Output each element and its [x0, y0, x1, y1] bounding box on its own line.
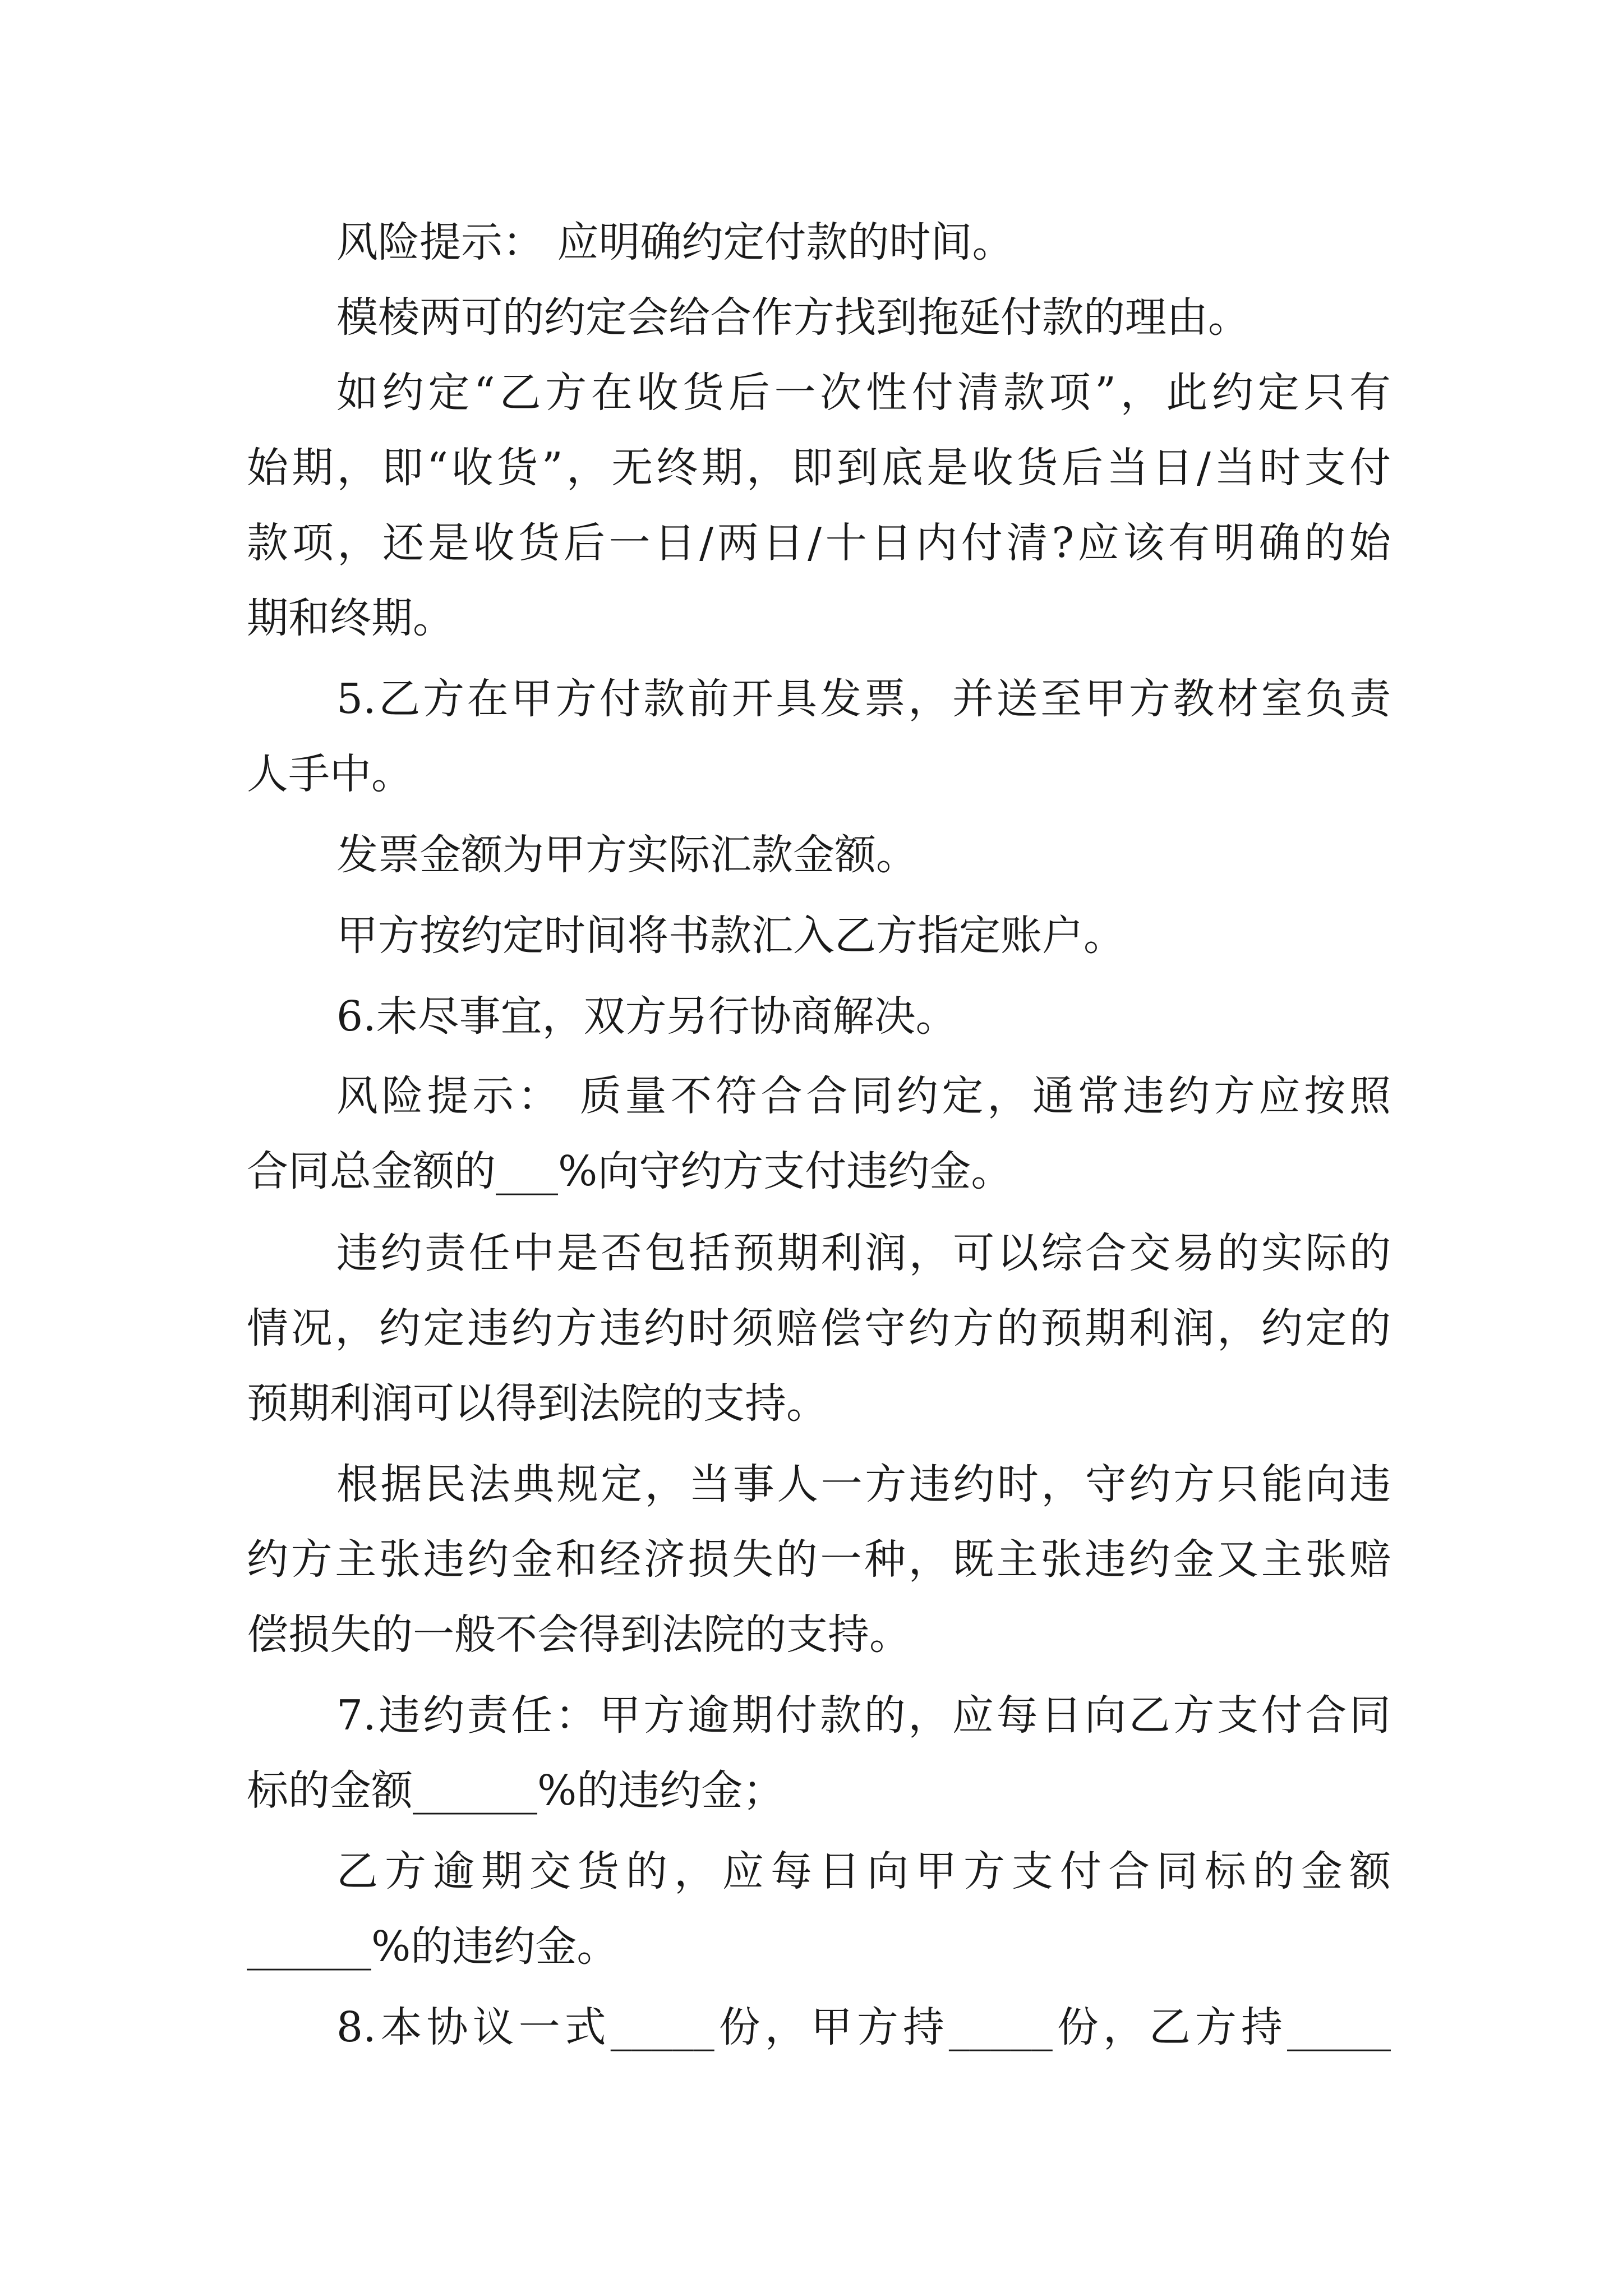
- text-line: 情况，约定违约方违约时须赔偿守约方的预期利润，约定的: [247, 1304, 1391, 1352]
- text-line: 8.本协议一式_____份，甲方持_____份，乙方持_____: [336, 2003, 1391, 2051]
- text-line: 乙方逾期交货的，应每日向甲方支付合同标的金额: [336, 1847, 1391, 1895]
- text-line: 5.乙方在甲方付款前开具发票，并送至甲方教材室负责: [336, 675, 1391, 723]
- text-line: 6.未尽事宜，双方另行协商解决。: [336, 992, 957, 1041]
- text-line: 合同总金额的___%向守约方支付违约金。: [247, 1147, 1013, 1195]
- text-line: 约方主张违约金和经济损失的一种，既主张违约金又主张赔: [247, 1535, 1391, 1584]
- text-line: 风险提示： 质量不符合合同约定，通常违约方应按照: [336, 1072, 1391, 1120]
- text-line: 如约定“乙方在收货后一次性付清款项”，此约定只有: [336, 369, 1391, 417]
- text-line: ______%的违约金。: [247, 1922, 619, 1971]
- text-line: 7.违约责任：甲方逾期付款的，应每日向乙方支付合同: [336, 1691, 1391, 1740]
- text-line: 预期利润可以得到法院的支持。: [247, 1379, 828, 1428]
- text-line: 标的金额______%的违约金；: [247, 1766, 785, 1815]
- text-line: 甲方按约定时间将书款汇入乙方指定账户。: [336, 912, 1125, 960]
- text-line: 人手中。: [247, 750, 413, 798]
- text-line: 违约责任中是否包括预期利润，可以综合交易的实际的: [336, 1229, 1391, 1277]
- text-line: 偿损失的一般不会得到法院的支持。: [247, 1611, 911, 1659]
- text-line: 模棱两可的约定会给合作方找到拖延付款的理由。: [336, 293, 1249, 342]
- text-line: 风险提示： 应明确约定付款的时间。: [336, 218, 1014, 266]
- text-line: 款项，还是收货后一日/两日/十日内付清?应该有明确的始: [247, 519, 1391, 567]
- text-line: 始期，即“收货”，无终期，即到底是收货后当日/当时支付: [247, 444, 1391, 492]
- text-line: 根据民法典规定，当事人一方违约时，守约方只能向违: [336, 1460, 1391, 1508]
- text-line: 期和终期。: [247, 594, 454, 642]
- text-line: 发票金额为甲方实际汇款金额。: [336, 831, 917, 879]
